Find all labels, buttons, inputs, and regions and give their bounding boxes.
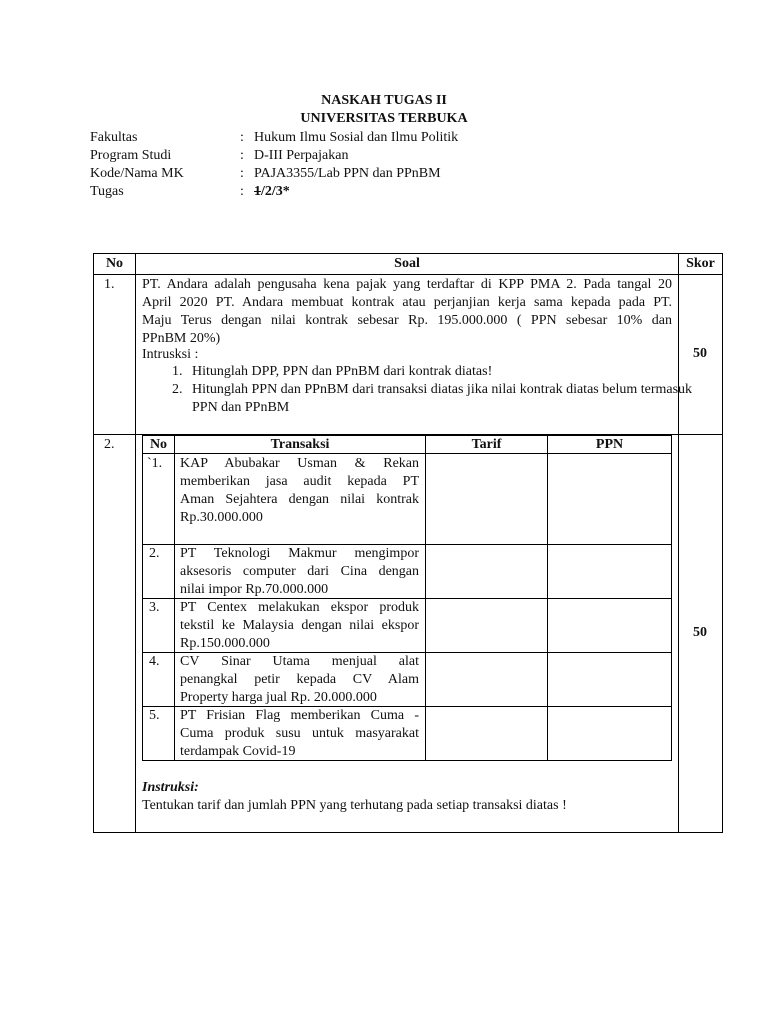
inner-header-ppn: PPN xyxy=(595,437,624,452)
transaction-text-line: KAP Abubakar Usman & Rekan xyxy=(180,456,419,471)
transaction-text-line: aksesoris computer dari Cina dengan xyxy=(180,564,419,579)
transaction-text-line: penangkal petir kepada CV Alam xyxy=(180,672,419,687)
meta-colon: : xyxy=(240,130,244,145)
meta-key: Program Studi xyxy=(90,148,172,163)
transaction-text-line: Cuma produk susu untuk masyarakat xyxy=(180,726,419,741)
meta-value: PAJA3355/Lab PPN dan PPnBM xyxy=(254,166,441,181)
meta-value: D-III Perpajakan xyxy=(254,148,349,163)
question-1-number: 1. xyxy=(104,277,115,292)
transaction-text-line: Rp.30.000.000 xyxy=(180,510,263,525)
transaction-text-line: tekstil ke Malaysia dengan nilai ekspor xyxy=(180,618,419,633)
q1-instruction-label: Intrusksi : xyxy=(142,347,199,362)
col-header-skor: Skor xyxy=(686,256,715,271)
inner-header-no: No xyxy=(149,437,168,452)
q2-instruction-text: Tentukan tarif dan jumlah PPN yang terhutang pada setiap transaksi diatas ! xyxy=(142,798,567,813)
col-header-no: No xyxy=(105,256,124,271)
doc-title: NASKAH TUGAS II xyxy=(321,93,447,108)
doc-subtitle: UNIVERSITAS TERBUKA xyxy=(300,111,468,126)
transaction-text-line: terdampak Covid-19 xyxy=(180,744,296,759)
transaction-text-line: PT Centex melakukan ekspor produk xyxy=(180,600,419,615)
transaction-text-line: Rp.150.000.000 xyxy=(180,636,270,651)
transaction-row-number: `1. xyxy=(147,456,163,471)
question-2-number: 2. xyxy=(104,437,115,452)
transaction-row-number: 3. xyxy=(149,600,160,615)
tugas-struck: 1 xyxy=(254,184,261,199)
col-header-soal: Soal xyxy=(394,256,420,271)
q1-instruction-item: 2. Hitunglah PPN dan PPnBM dari transaksi diatas jika nilai kontrak diatas belum termasuk PPN dan PPnBM xyxy=(186,381,716,417)
transaction-text-line: memberikan jasa audit kepada PT xyxy=(180,474,419,489)
transaction-text-line: CV Sinar Utama menjual alat xyxy=(180,654,419,669)
q1-instruction-item: 1. Hitunglah DPP, PPN dan PPnBM dari kontrak diatas! xyxy=(186,363,716,381)
q2-instruction-label: Instruksi: xyxy=(142,780,199,795)
q1-instruction-list xyxy=(142,363,716,417)
transaction-text-line: PT Teknologi Makmur mengimpor xyxy=(180,546,419,561)
transaction-row-number: 4. xyxy=(149,654,160,669)
transaction-row-number: 2. xyxy=(149,546,160,561)
meta-key: Tugas xyxy=(90,184,124,199)
transaction-text-line: nilai impor Rp.70.000.000 xyxy=(180,582,329,597)
meta-value: Hukum Ilmu Sosial dan Ilmu Politik xyxy=(254,130,459,145)
transaction-text-line: Property harga jual Rp. 20.000.000 xyxy=(180,690,377,705)
question-2-score: 50 xyxy=(693,625,707,640)
meta-colon: : xyxy=(240,148,244,163)
meta-value xyxy=(254,183,290,201)
question-1-score: 50 xyxy=(693,346,707,361)
transaction-row-number: 5. xyxy=(149,708,160,723)
inner-header-tarif: Tarif xyxy=(471,437,502,452)
meta-key: Kode/Nama MK xyxy=(90,166,184,181)
meta-colon: : xyxy=(240,184,244,199)
inner-header-transaksi: Transaksi xyxy=(270,437,330,452)
tugas-rest: /2/3* xyxy=(261,184,290,199)
transaction-text-line: PT Frisian Flag memberikan Cuma - xyxy=(180,708,419,723)
q1-line: PT. Andara adalah pengusaha kena pajak yang terdaftar di KPP PMA 2. Pada tangal 20 xyxy=(142,277,672,292)
transaction-text-line: Aman Sejahtera dengan nilai kontrak xyxy=(180,492,419,507)
meta-key: Fakultas xyxy=(90,130,138,145)
q1-line: PPnBM 20%) xyxy=(142,331,221,346)
meta-colon: : xyxy=(240,166,244,181)
q1-line: Maju Terus dengan nilai kontrak sebesar Rp. 195.000.000 ( PPN sebesar 10% dan xyxy=(142,313,672,328)
q1-line: April 2020 PT. Andara membuat kontrak atau perjanjian kerja sama kepada pada PT. xyxy=(142,295,672,310)
